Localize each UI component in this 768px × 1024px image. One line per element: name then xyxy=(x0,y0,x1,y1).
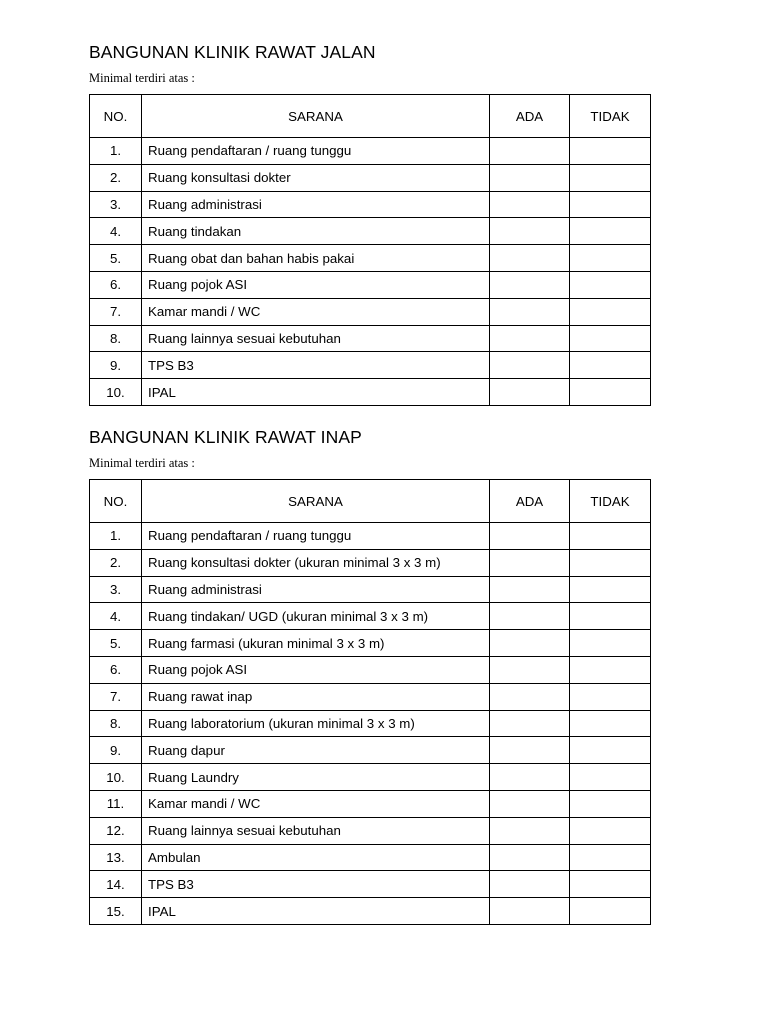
table-row xyxy=(90,298,651,325)
header-no: NO. xyxy=(90,480,142,523)
checkbox-cell-ada[interactable] xyxy=(490,325,570,352)
checkbox-cell-ada[interactable] xyxy=(490,844,570,871)
table-row xyxy=(90,138,651,165)
row-number: 2. xyxy=(90,164,142,191)
row-number: 15. xyxy=(90,898,142,925)
checkbox-cell-ada[interactable] xyxy=(490,523,570,550)
checkbox-cell-tidak[interactable] xyxy=(570,191,651,218)
row-number: 5. xyxy=(90,630,142,657)
table-row xyxy=(90,549,651,576)
checkbox-cell-ada[interactable] xyxy=(490,871,570,898)
checkbox-cell-ada[interactable] xyxy=(490,790,570,817)
checkbox-cell-tidak[interactable] xyxy=(570,710,651,737)
checkbox-cell-ada[interactable] xyxy=(490,164,570,191)
row-number: 14. xyxy=(90,871,142,898)
checkbox-cell-ada[interactable] xyxy=(490,683,570,710)
row-sarana: Ruang obat dan bahan habis pakai xyxy=(142,245,490,272)
row-sarana: Ruang tindakan/ UGD (ukuran minimal 3 x 3 m) xyxy=(142,603,490,630)
checkbox-cell-ada[interactable] xyxy=(490,245,570,272)
table-row xyxy=(90,656,651,683)
header-sarana: SARANA xyxy=(142,480,490,523)
header-sarana: SARANA xyxy=(142,95,490,138)
row-sarana: Ruang lainnya sesuai kebutuhan xyxy=(142,817,490,844)
row-number: 3. xyxy=(90,576,142,603)
checkbox-cell-ada[interactable] xyxy=(490,576,570,603)
header-ada: ADA xyxy=(490,480,570,523)
checkbox-cell-tidak[interactable] xyxy=(570,523,651,550)
section-subtitle: Minimal terdiri atas : xyxy=(89,71,195,85)
row-sarana: Ruang pojok ASI xyxy=(142,271,490,298)
checkbox-cell-tidak[interactable] xyxy=(570,603,651,630)
row-number: 7. xyxy=(90,298,142,325)
checkbox-cell-ada[interactable] xyxy=(490,218,570,245)
header-no: NO. xyxy=(90,95,142,138)
section-rawat-jalan xyxy=(89,40,647,406)
row-number: 4. xyxy=(90,218,142,245)
row-sarana: Ruang pojok ASI xyxy=(142,656,490,683)
table-row xyxy=(90,576,651,603)
row-number: 12. xyxy=(90,817,142,844)
table-row xyxy=(90,898,651,925)
row-sarana: Ruang konsultasi dokter (ukuran minimal 3 x 3 m) xyxy=(142,549,490,576)
checkbox-cell-ada[interactable] xyxy=(490,764,570,791)
checkbox-cell-tidak[interactable] xyxy=(570,656,651,683)
row-sarana: Ruang tindakan xyxy=(142,218,490,245)
section-title: BANGUNAN KLINIK RAWAT INAP xyxy=(89,427,362,447)
row-sarana: Ruang pendaftaran / ruang tunggu xyxy=(142,523,490,550)
checkbox-cell-ada[interactable] xyxy=(490,298,570,325)
table-row xyxy=(90,630,651,657)
row-sarana: IPAL xyxy=(142,898,490,925)
checkbox-cell-tidak[interactable] xyxy=(570,844,651,871)
checkbox-cell-tidak[interactable] xyxy=(570,790,651,817)
row-sarana: Ruang administrasi xyxy=(142,191,490,218)
row-sarana: Ruang dapur xyxy=(142,737,490,764)
checkbox-cell-tidak[interactable] xyxy=(570,683,651,710)
section-title: BANGUNAN KLINIK RAWAT JALAN xyxy=(89,42,376,62)
checkbox-cell-tidak[interactable] xyxy=(570,630,651,657)
checkbox-cell-tidak[interactable] xyxy=(570,298,651,325)
checkbox-cell-tidak[interactable] xyxy=(570,218,651,245)
header-tidak: TIDAK xyxy=(570,480,651,523)
row-number: 10. xyxy=(90,379,142,406)
row-sarana: Ruang rawat inap xyxy=(142,683,490,710)
checkbox-cell-ada[interactable] xyxy=(490,191,570,218)
table-row xyxy=(90,523,651,550)
row-number: 10. xyxy=(90,764,142,791)
row-sarana: IPAL xyxy=(142,379,490,406)
row-number: 8. xyxy=(90,710,142,737)
table-row xyxy=(90,352,651,379)
checkbox-cell-tidak[interactable] xyxy=(570,352,651,379)
table-row xyxy=(90,790,651,817)
table-row xyxy=(90,683,651,710)
checkbox-cell-tidak[interactable] xyxy=(570,164,651,191)
row-number: 9. xyxy=(90,737,142,764)
row-sarana: Kamar mandi / WC xyxy=(142,298,490,325)
checkbox-cell-ada[interactable] xyxy=(490,898,570,925)
checkbox-cell-ada[interactable] xyxy=(490,737,570,764)
row-number: 1. xyxy=(90,138,142,165)
section-subtitle: Minimal terdiri atas : xyxy=(89,456,195,470)
row-number: 6. xyxy=(90,271,142,298)
checkbox-cell-ada[interactable] xyxy=(490,138,570,165)
checkbox-cell-tidak[interactable] xyxy=(570,245,651,272)
row-sarana: Ruang lainnya sesuai kebutuhan xyxy=(142,325,490,352)
checkbox-cell-tidak[interactable] xyxy=(570,576,651,603)
table-row xyxy=(90,379,651,406)
row-number: 5. xyxy=(90,245,142,272)
row-number: 3. xyxy=(90,191,142,218)
row-number: 13. xyxy=(90,844,142,871)
row-number: 7. xyxy=(90,683,142,710)
checkbox-cell-ada[interactable] xyxy=(490,817,570,844)
checkbox-cell-ada[interactable] xyxy=(490,656,570,683)
row-sarana: Ambulan xyxy=(142,844,490,871)
checkbox-cell-ada[interactable] xyxy=(490,379,570,406)
checkbox-cell-tidak[interactable] xyxy=(570,871,651,898)
row-sarana: Ruang laboratorium (ukuran minimal 3 x 3 m) xyxy=(142,710,490,737)
table-row xyxy=(90,325,651,352)
table-row xyxy=(90,710,651,737)
row-sarana: Ruang pendaftaran / ruang tunggu xyxy=(142,138,490,165)
table-header-row xyxy=(90,95,651,138)
table-row xyxy=(90,271,651,298)
table-row xyxy=(90,844,651,871)
checkbox-cell-tidak[interactable] xyxy=(570,549,651,576)
row-sarana: Ruang administrasi xyxy=(142,576,490,603)
checkbox-cell-ada[interactable] xyxy=(490,352,570,379)
table-row xyxy=(90,164,651,191)
table-row xyxy=(90,871,651,898)
checkbox-cell-tidak[interactable] xyxy=(570,271,651,298)
row-number: 2. xyxy=(90,549,142,576)
facility-table-rawat-inap xyxy=(89,479,651,925)
checkbox-cell-ada[interactable] xyxy=(490,630,570,657)
checkbox-cell-tidak[interactable] xyxy=(570,737,651,764)
section-rawat-inap xyxy=(89,425,647,925)
row-sarana: Ruang konsultasi dokter xyxy=(142,164,490,191)
checkbox-cell-tidak[interactable] xyxy=(570,898,651,925)
table-row xyxy=(90,603,651,630)
checkbox-cell-ada[interactable] xyxy=(490,603,570,630)
row-sarana: Kamar mandi / WC xyxy=(142,790,490,817)
table-header-row xyxy=(90,480,651,523)
table-row xyxy=(90,245,651,272)
row-number: 9. xyxy=(90,352,142,379)
header-tidak: TIDAK xyxy=(570,95,651,138)
row-number: 4. xyxy=(90,603,142,630)
checkbox-cell-tidak[interactable] xyxy=(570,379,651,406)
row-number: 6. xyxy=(90,656,142,683)
header-ada: ADA xyxy=(490,95,570,138)
checkbox-cell-tidak[interactable] xyxy=(570,817,651,844)
row-sarana: TPS B3 xyxy=(142,352,490,379)
table-row xyxy=(90,764,651,791)
table-row xyxy=(90,191,651,218)
table-row xyxy=(90,737,651,764)
row-number: 11. xyxy=(90,790,142,817)
row-number: 1. xyxy=(90,523,142,550)
row-sarana: TPS B3 xyxy=(142,871,490,898)
checkbox-cell-ada[interactable] xyxy=(490,549,570,576)
facility-table-rawat-jalan xyxy=(89,94,651,406)
checkbox-cell-ada[interactable] xyxy=(490,710,570,737)
table-row xyxy=(90,817,651,844)
checkbox-cell-ada[interactable] xyxy=(490,271,570,298)
row-number: 8. xyxy=(90,325,142,352)
row-sarana: Ruang farmasi (ukuran minimal 3 x 3 m) xyxy=(142,630,490,657)
checkbox-cell-tidak[interactable] xyxy=(570,138,651,165)
table-row xyxy=(90,218,651,245)
row-sarana: Ruang Laundry xyxy=(142,764,490,791)
checkbox-cell-tidak[interactable] xyxy=(570,764,651,791)
checkbox-cell-tidak[interactable] xyxy=(570,325,651,352)
